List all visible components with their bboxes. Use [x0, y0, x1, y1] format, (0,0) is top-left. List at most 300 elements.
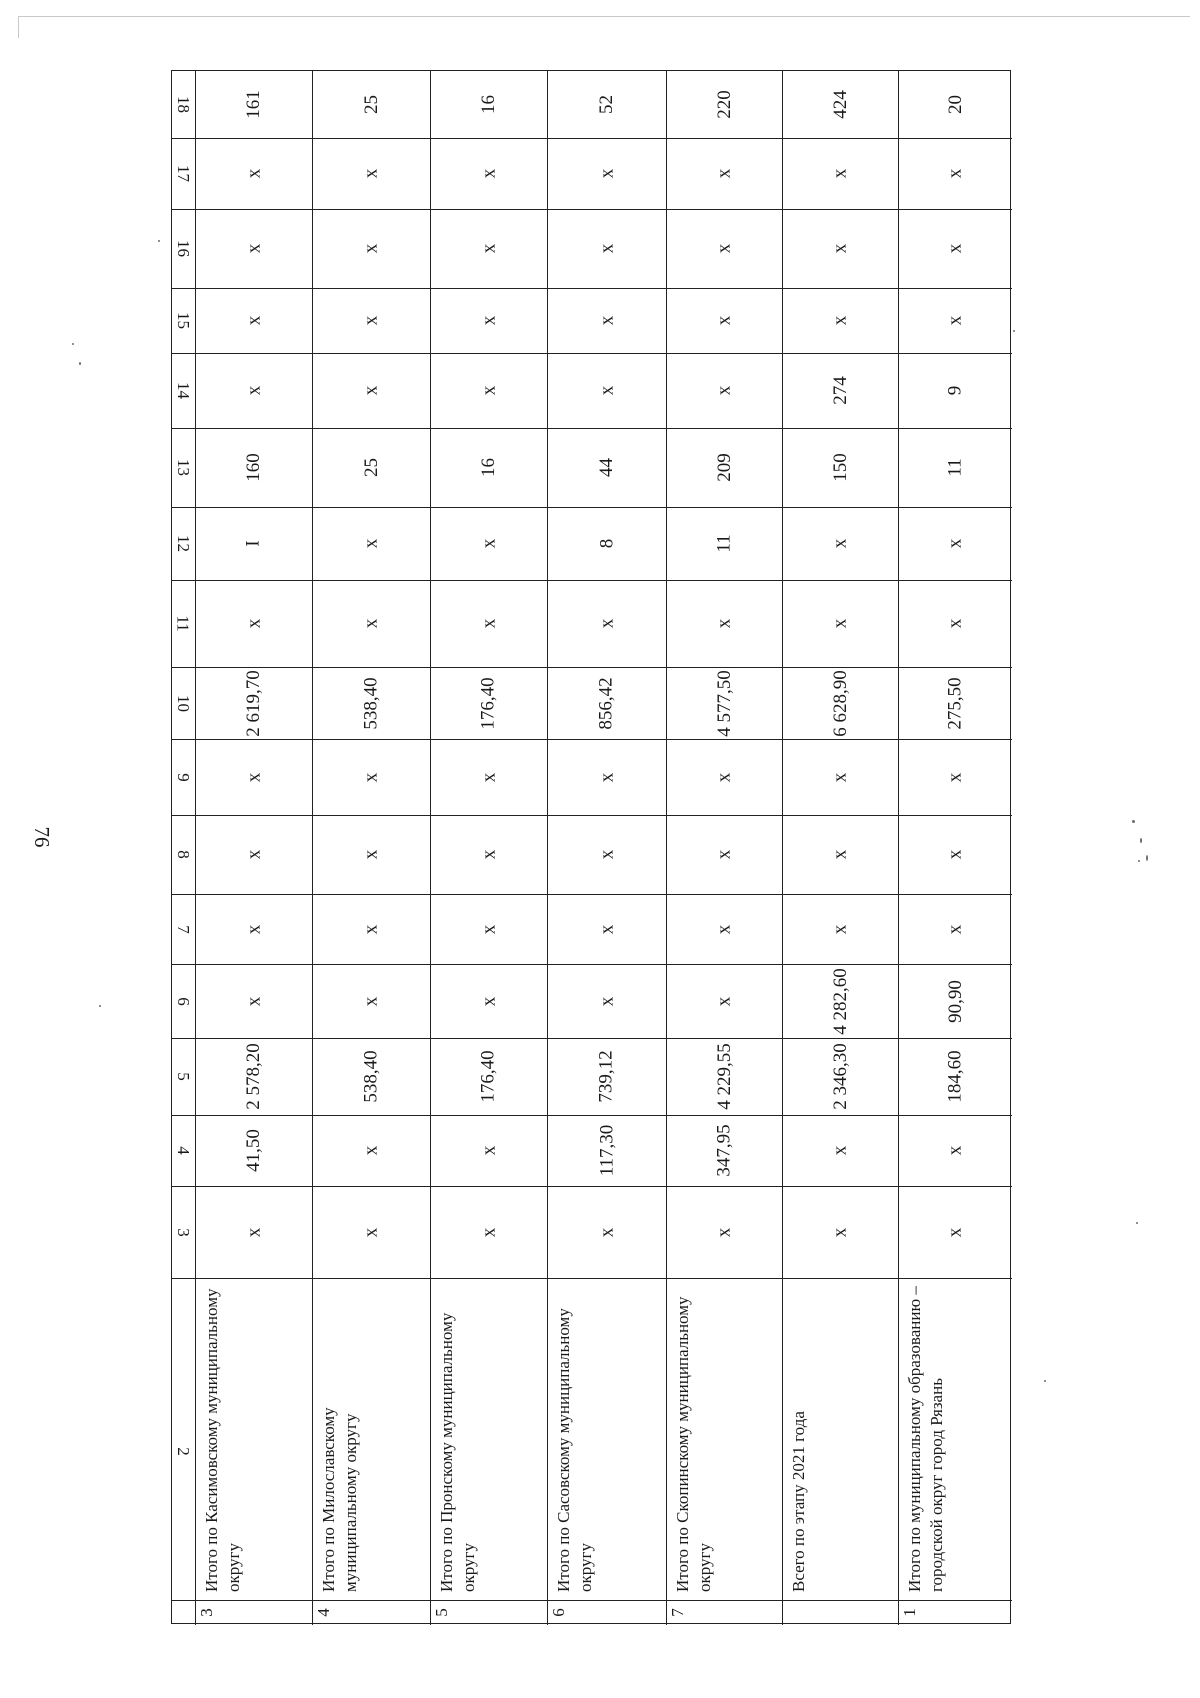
row-index [547, 1600, 569, 1625]
table-cell [782, 1038, 898, 1115]
cell-text: 161 [243, 90, 264, 119]
cell-text: x [944, 168, 966, 179]
row-label [430, 1278, 547, 1600]
cell-text: x [243, 924, 264, 934]
table-cell [430, 138, 547, 209]
table-cell [195, 739, 312, 815]
table-cell [430, 964, 547, 1038]
table-cell [195, 894, 312, 964]
cell-text: x [944, 538, 966, 549]
table-cell [312, 580, 430, 667]
scan-speck [1132, 820, 1135, 823]
table-cell [195, 288, 312, 353]
table-cell [430, 1186, 547, 1278]
table-cell [430, 739, 547, 815]
scan-speck [1013, 330, 1015, 332]
table-cell [898, 428, 1012, 507]
cell-text: x [829, 618, 851, 629]
table-cell [312, 815, 430, 894]
cell-text: x [944, 1145, 966, 1156]
table-cell [666, 580, 782, 667]
table-cell [898, 1038, 1012, 1115]
cell-text: x [596, 168, 617, 179]
cell-text: 538,40 [360, 676, 382, 730]
cell-text: x [478, 849, 499, 860]
table-cell [547, 580, 666, 667]
column-header [172, 815, 195, 894]
cell-text: x [360, 924, 382, 934]
table-cell [666, 209, 782, 288]
table-cell [312, 428, 430, 507]
table-cell [547, 138, 666, 209]
cell-text: 2 346,30 [829, 1043, 851, 1110]
table-cell [666, 739, 782, 815]
table-cell [195, 667, 312, 739]
table-cell [782, 507, 898, 580]
table-cell [782, 815, 898, 894]
table-cell [195, 964, 312, 1038]
cell-text: 4 [174, 1146, 193, 1155]
column-header [172, 288, 195, 353]
column-header [172, 1186, 195, 1278]
table-cell [898, 209, 1012, 288]
page-number: 76 [30, 826, 54, 848]
cell-text: 18 [174, 96, 193, 113]
cell-text: x [713, 924, 735, 934]
scan-speck [99, 1005, 101, 1007]
cell-text: 17 [174, 165, 193, 182]
cell-text: 90,90 [944, 979, 966, 1023]
column-header [172, 428, 195, 507]
cell-text: x [243, 385, 264, 396]
cell-text: 25 [360, 95, 382, 114]
table-cell [547, 1186, 666, 1278]
cell-text: 2 619,70 [243, 669, 264, 737]
table-cell [547, 964, 666, 1038]
cell-text: x [360, 618, 382, 629]
table-cell [430, 580, 547, 667]
table-cell [666, 428, 782, 507]
row-index-text: 4 [313, 1608, 333, 1617]
row-label-text: Итого по муниципальному образованию – городской округ город Рязань [905, 1286, 946, 1592]
data-table [171, 70, 1011, 1624]
cell-text: x [829, 1227, 851, 1237]
table-cell [195, 1186, 312, 1278]
cell-text: 11 [174, 615, 193, 632]
table-cell [312, 353, 430, 428]
table-cell [547, 507, 666, 580]
table-cell [898, 71, 1012, 138]
cell-text: x [478, 772, 499, 782]
cell-text: x [596, 772, 617, 782]
table-cell [312, 739, 430, 815]
cell-text: x [243, 315, 264, 326]
cell-text: x [596, 243, 617, 254]
cell-text: x [829, 538, 851, 549]
scan-speck [158, 240, 160, 242]
scan-speck [1138, 860, 1140, 862]
column-header [172, 71, 195, 138]
table-cell [430, 815, 547, 894]
cell-text: 6 628,90 [829, 669, 851, 737]
cell-text: 220 [713, 90, 735, 119]
cell-text: 52 [596, 95, 617, 114]
cell-text: 5 [174, 1072, 193, 1081]
scan-speck [72, 343, 74, 345]
table-cell [898, 288, 1012, 353]
table-cell [430, 353, 547, 428]
table-cell [312, 894, 430, 964]
table-cell [430, 1038, 547, 1115]
cell-text: x [478, 1145, 499, 1156]
cell-text: 8 [596, 538, 617, 549]
cell-text: 16 [478, 95, 499, 114]
cell-text: 16 [174, 240, 193, 257]
cell-text: x [478, 996, 499, 1006]
cell-text: x [596, 996, 617, 1006]
cell-text: x [944, 772, 966, 782]
table-cell [195, 1115, 312, 1186]
table-cell [782, 428, 898, 507]
table-cell [547, 428, 666, 507]
cell-text: 12 [174, 535, 193, 552]
table-cell [782, 667, 898, 739]
table-cell [547, 1038, 666, 1115]
table-cell [312, 1115, 430, 1186]
table-cell [195, 1038, 312, 1115]
table-cell [195, 507, 312, 580]
table-cell [898, 667, 1012, 739]
cell-text: x [243, 243, 264, 254]
table-cell [898, 894, 1012, 964]
row-label-text: Итого по Касимовскому муниципальному округу [202, 1288, 243, 1592]
cell-text: x [360, 996, 382, 1006]
scan-speck [1044, 1380, 1046, 1382]
table-cell [666, 353, 782, 428]
cell-text: x [596, 924, 617, 934]
cell-text: x [596, 315, 617, 326]
table-cell [547, 815, 666, 894]
row-label-text: Итого по Пронскому муниципальному округу [437, 1312, 478, 1592]
cell-text: x [829, 168, 851, 179]
column-header [172, 580, 195, 667]
cell-text: 4 577,50 [713, 669, 735, 737]
row-index-text: 6 [548, 1608, 568, 1617]
table-cell [430, 428, 547, 507]
table-cell [782, 288, 898, 353]
cell-text: x [478, 315, 499, 326]
table-cell [312, 964, 430, 1038]
table-cell [666, 964, 782, 1038]
table-cell [666, 667, 782, 739]
table-cell [666, 1038, 782, 1115]
table-cell [782, 580, 898, 667]
cell-text: 176,40 [478, 1050, 499, 1103]
cell-text: x [944, 1227, 966, 1237]
cell-text: I [242, 540, 264, 547]
row-label [547, 1278, 666, 1600]
cell-text: x [478, 924, 499, 934]
table-cell [898, 507, 1012, 580]
scan-speck [1146, 855, 1148, 861]
table-cell [430, 288, 547, 353]
table-cell [666, 71, 782, 138]
table-cell [312, 507, 430, 580]
cell-text: x [360, 1145, 382, 1156]
cell-text: 4 229,55 [713, 1043, 735, 1110]
table-cell [547, 739, 666, 815]
table-cell [666, 288, 782, 353]
cell-text: x [360, 315, 382, 326]
row-label [312, 1278, 430, 1600]
cell-text: 16 [478, 458, 499, 477]
column-header [172, 894, 195, 964]
cell-text: x [596, 385, 617, 396]
table-cell [195, 209, 312, 288]
cell-text: 856,42 [596, 676, 617, 730]
table-cell [782, 71, 898, 138]
cell-text: 2 [174, 1447, 193, 1456]
column-header [172, 353, 195, 428]
table-cell [430, 71, 547, 138]
table-cell [898, 353, 1012, 428]
cell-text: x [478, 168, 499, 179]
cell-text: x [944, 924, 966, 934]
cell-text: 13 [174, 459, 193, 476]
column-header [172, 507, 195, 580]
table-cell [547, 71, 666, 138]
cell-text: x [360, 385, 382, 396]
cell-text: 4 282,60 [829, 967, 851, 1035]
cell-text: x [243, 996, 264, 1006]
cell-text: x [944, 849, 966, 860]
table-cell [312, 71, 430, 138]
cell-text: x [243, 849, 264, 860]
table-cell [666, 1115, 782, 1186]
column-header [172, 739, 195, 815]
cell-text: 274 [829, 376, 851, 405]
table-cell [312, 1186, 430, 1278]
cell-text: x [243, 1227, 264, 1237]
cell-text: 7 [174, 924, 193, 934]
cell-text: x [596, 849, 617, 860]
column-header [172, 138, 195, 209]
row-index [312, 1600, 334, 1625]
cell-text: x [713, 618, 735, 629]
table-cell [195, 138, 312, 209]
row-label-text: Всего по этапу 2021 года [789, 1411, 808, 1592]
cell-text: x [713, 168, 735, 179]
cell-text: x [243, 168, 264, 179]
cell-text: x [829, 315, 851, 326]
cell-text: 538,40 [360, 1050, 382, 1103]
table-cell [312, 138, 430, 209]
table-cell [547, 667, 666, 739]
row-index-text: 1 [899, 1608, 919, 1617]
table-cell [666, 507, 782, 580]
scan-edge [18, 16, 1190, 17]
table-cell [430, 667, 547, 739]
cell-text: x [243, 772, 264, 782]
scan-speck [1136, 1222, 1138, 1224]
row-label-text: Итого по Сасовскому муниципальному округу [554, 1308, 595, 1592]
cell-text: x [829, 772, 851, 782]
cell-text: 160 [243, 453, 264, 482]
table-cell [430, 507, 547, 580]
cell-text: 8 [174, 850, 193, 859]
cell-text: 347,95 [713, 1124, 735, 1177]
column-header [172, 1038, 195, 1115]
cell-text: 10 [174, 694, 193, 712]
table-cell [312, 288, 430, 353]
cell-text: 6 [174, 996, 193, 1006]
cell-text: x [360, 772, 382, 782]
cell-text: 176,40 [478, 676, 499, 730]
cell-text: 11 [713, 534, 735, 553]
table-cell [898, 1186, 1012, 1278]
cell-text: x [360, 849, 382, 860]
table-cell [666, 138, 782, 209]
row-label [782, 1278, 898, 1600]
row-index [898, 1600, 920, 1625]
table-cell [312, 209, 430, 288]
cell-text: 44 [596, 458, 617, 477]
table-cell [782, 964, 898, 1038]
row-index [430, 1600, 452, 1625]
cell-text: 25 [360, 458, 382, 477]
column-header [172, 667, 195, 739]
cell-text: 3 [174, 1227, 193, 1237]
table-cell [430, 1115, 547, 1186]
row-label-text: Итого по Милославскому муниципальному округу [319, 1407, 360, 1592]
row-index [195, 1600, 217, 1625]
cell-text: 14 [174, 382, 193, 399]
row-index-text: 7 [667, 1608, 687, 1617]
cell-text: x [360, 538, 382, 549]
table-cell [430, 894, 547, 964]
table-cell [898, 580, 1012, 667]
row-label [195, 1278, 312, 1600]
cell-text: x [944, 243, 966, 254]
cell-text: x [478, 1227, 499, 1237]
column-header [172, 1278, 195, 1625]
cell-text: x [713, 849, 735, 860]
cell-text: 9 [174, 772, 193, 782]
table-cell [782, 739, 898, 815]
row-label [898, 1278, 1012, 1600]
table-cell [312, 1038, 430, 1115]
cell-text: 275,50 [944, 676, 966, 730]
cell-text: x [944, 618, 966, 629]
cell-text: x [713, 1227, 735, 1237]
table-cell [666, 1186, 782, 1278]
table-cell [782, 209, 898, 288]
table-cell [547, 288, 666, 353]
table-grid-line [172, 1600, 1012, 1601]
table-cell [195, 580, 312, 667]
cell-text: x [360, 1227, 382, 1237]
cell-text: 209 [713, 453, 735, 482]
column-header [172, 1115, 195, 1186]
cell-text: 9 [944, 385, 966, 396]
row-index-text: 5 [431, 1608, 451, 1617]
cell-text: 739,12 [596, 1050, 617, 1103]
table-cell [782, 138, 898, 209]
table-cell [898, 964, 1012, 1038]
table-cell [898, 739, 1012, 815]
cell-text: x [713, 385, 735, 396]
cell-text: 150 [829, 453, 851, 482]
cell-text: 15 [174, 312, 193, 329]
table-cell [547, 1115, 666, 1186]
cell-text: x [596, 618, 617, 629]
cell-text: 11 [944, 458, 966, 477]
table-cell [782, 353, 898, 428]
scan-edge [18, 16, 19, 38]
cell-text: x [944, 315, 966, 326]
table-cell [782, 1115, 898, 1186]
cell-text: x [713, 772, 735, 782]
scan-speck [1140, 838, 1142, 843]
table-cell [782, 1186, 898, 1278]
row-label-text: Итого по Скопинскому муниципальному округу [673, 1296, 714, 1592]
cell-text: 2 578,20 [243, 1043, 264, 1110]
cell-text: x [713, 315, 735, 326]
table-cell [430, 209, 547, 288]
table-cell [898, 1115, 1012, 1186]
cell-text: 41,50 [243, 1129, 264, 1172]
table-cell [312, 667, 430, 739]
cell-text: x [829, 924, 851, 934]
table-cell [666, 894, 782, 964]
column-header [172, 964, 195, 1038]
cell-text: x [478, 243, 499, 254]
cell-text: x [829, 1145, 851, 1156]
table-cell [547, 209, 666, 288]
table-cell [195, 815, 312, 894]
cell-text: x [243, 618, 264, 629]
cell-text: x [713, 996, 735, 1006]
cell-text: x [360, 243, 382, 254]
table-cell [195, 71, 312, 138]
table-cell [195, 353, 312, 428]
cell-text: x [596, 1227, 617, 1237]
cell-text: x [478, 538, 499, 549]
row-index-text: 3 [196, 1608, 216, 1617]
cell-text: 20 [944, 95, 966, 114]
scan-speck [79, 362, 81, 365]
table-cell [782, 894, 898, 964]
table-cell [195, 428, 312, 507]
table-cell [898, 815, 1012, 894]
column-header [172, 209, 195, 288]
cell-text: x [478, 385, 499, 396]
cell-text: x [829, 243, 851, 254]
cell-text: x [360, 168, 382, 179]
cell-text: x [478, 618, 499, 629]
cell-text: 184,60 [944, 1050, 966, 1103]
row-index [666, 1600, 688, 1625]
table-cell [547, 353, 666, 428]
row-label [666, 1278, 782, 1600]
cell-text: 117,30 [595, 1124, 617, 1177]
cell-text: x [713, 243, 735, 254]
table-cell [547, 894, 666, 964]
cell-text: x [829, 849, 851, 860]
row-index [782, 1600, 804, 1625]
cell-text: 424 [829, 90, 851, 119]
table-cell [898, 138, 1012, 209]
